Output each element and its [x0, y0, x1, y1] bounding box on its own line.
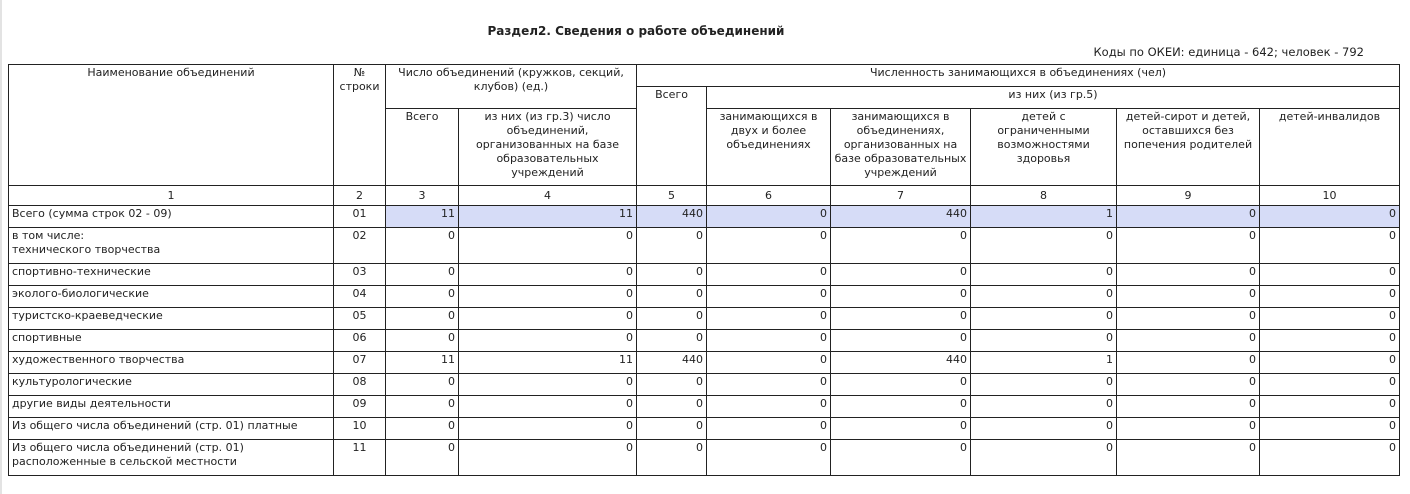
value-cell[interactable]: 0	[1117, 440, 1260, 476]
value-cell[interactable]: 0	[971, 264, 1117, 286]
value-cell[interactable]: 0	[971, 286, 1117, 308]
table-row	[9, 286, 1400, 308]
report-body	[9, 206, 1400, 476]
row-code: 08	[334, 374, 386, 396]
value-cell[interactable]: 0	[831, 264, 971, 286]
value-cell[interactable]: 0	[459, 440, 637, 476]
column-number: 7	[831, 186, 971, 206]
value-cell[interactable]: 440	[637, 352, 707, 374]
value-cell[interactable]: 0	[707, 396, 831, 418]
value-cell[interactable]: 0	[637, 440, 707, 476]
value-cell[interactable]: 1	[971, 352, 1117, 374]
value-cell[interactable]: 0	[386, 264, 459, 286]
value-cell[interactable]: 0	[707, 206, 831, 228]
value-cell[interactable]: 440	[831, 352, 971, 374]
table-row	[9, 418, 1400, 440]
value-cell[interactable]: 0	[1260, 374, 1400, 396]
value-cell[interactable]: 0	[971, 330, 1117, 352]
table-row	[9, 374, 1400, 396]
value-cell[interactable]: 0	[707, 352, 831, 374]
value-cell[interactable]: 0	[386, 440, 459, 476]
value-cell[interactable]: 0	[386, 330, 459, 352]
header-name: Наименование объединений	[9, 65, 334, 186]
header-orphans: детей-сирот и детей, оставшихся без попечения родителей	[1117, 109, 1260, 186]
value-cell[interactable]: 11	[386, 352, 459, 374]
value-cell[interactable]: 0	[637, 286, 707, 308]
header-disabled-health: детей с ограниченными возможностями здоровья	[971, 109, 1117, 186]
header-members-total: Всего	[637, 87, 707, 186]
column-number: 5	[637, 186, 707, 206]
value-cell[interactable]: 0	[386, 418, 459, 440]
row-name: Из общего числа объединений (стр. 01) расположенные в сельской местности	[9, 440, 334, 476]
value-cell[interactable]: 11	[459, 206, 637, 228]
value-cell[interactable]: 0	[637, 374, 707, 396]
value-cell[interactable]: 0	[1260, 330, 1400, 352]
value-cell[interactable]: 0	[1117, 308, 1260, 330]
table-row	[9, 330, 1400, 352]
value-cell[interactable]: 0	[1260, 228, 1400, 264]
value-cell[interactable]: 0	[1260, 396, 1400, 418]
value-cell[interactable]: 0	[459, 264, 637, 286]
column-number: 6	[707, 186, 831, 206]
value-cell[interactable]: 0	[459, 330, 637, 352]
value-cell[interactable]: 0	[1260, 440, 1400, 476]
value-cell[interactable]: 0	[1260, 418, 1400, 440]
value-cell[interactable]: 0	[1117, 396, 1260, 418]
row-name: эколого-биологические	[9, 286, 334, 308]
row-code: 11	[334, 440, 386, 476]
row-code: 09	[334, 396, 386, 418]
row-name: спортивно-технические	[9, 264, 334, 286]
value-cell[interactable]: 0	[386, 286, 459, 308]
value-cell[interactable]: 0	[386, 396, 459, 418]
value-cell[interactable]: 0	[1117, 352, 1260, 374]
table-row	[9, 228, 1400, 264]
header-count-edu: из них (из гр.3) число объединений, организованных на базе образовательных учреждений	[459, 109, 637, 186]
row-name: художественного творчества	[9, 352, 334, 374]
table-row	[9, 308, 1400, 330]
header-associations-count: Число объединений (кружков, секций, клубов) (ед.)	[386, 65, 637, 109]
value-cell[interactable]: 0	[637, 228, 707, 264]
value-cell[interactable]: 0	[459, 228, 637, 264]
value-cell[interactable]: 0	[1117, 264, 1260, 286]
value-cell[interactable]: 0	[831, 228, 971, 264]
okei-codes-note: Коды по ОКЕИ: единица - 642; человек - 792	[1093, 45, 1364, 59]
row-code: 06	[334, 330, 386, 352]
column-number: 10	[1260, 186, 1400, 206]
column-number: 3	[386, 186, 459, 206]
row-code: 07	[334, 352, 386, 374]
section-title: Раздел2. Сведения о работе объединений	[487, 24, 785, 38]
value-cell[interactable]: 0	[971, 396, 1117, 418]
value-cell[interactable]: 0	[637, 418, 707, 440]
value-cell[interactable]: 0	[1117, 228, 1260, 264]
value-cell[interactable]: 0	[459, 286, 637, 308]
row-code: 05	[334, 308, 386, 330]
header-members-count: Численность занимающихся в объединениях (чел)	[637, 65, 1400, 87]
value-cell[interactable]: 0	[459, 418, 637, 440]
value-cell[interactable]: 0	[637, 264, 707, 286]
value-cell[interactable]: 0	[707, 330, 831, 352]
value-cell[interactable]: 0	[637, 308, 707, 330]
value-cell[interactable]: 440	[637, 206, 707, 228]
row-code: 02	[334, 228, 386, 264]
value-cell[interactable]: 0	[1117, 330, 1260, 352]
value-cell[interactable]: 0	[459, 396, 637, 418]
row-name: в том числе: технического творчества	[9, 228, 334, 264]
value-cell[interactable]: 440	[831, 206, 971, 228]
value-cell[interactable]: 0	[386, 228, 459, 264]
row-name: Из общего числа объединений (стр. 01) платные	[9, 418, 334, 440]
value-cell[interactable]: 0	[707, 418, 831, 440]
page-left-border	[0, 0, 2, 494]
value-cell[interactable]: 0	[459, 374, 637, 396]
header-count-total: Всего	[386, 109, 459, 186]
value-cell[interactable]: 0	[707, 228, 831, 264]
value-cell[interactable]: 0	[1260, 286, 1400, 308]
value-cell[interactable]: 0	[831, 308, 971, 330]
value-cell[interactable]: 0	[707, 286, 831, 308]
value-cell[interactable]: 0	[831, 418, 971, 440]
value-cell[interactable]: 11	[459, 352, 637, 374]
column-number: 4	[459, 186, 637, 206]
value-cell[interactable]: 0	[707, 440, 831, 476]
row-name: Всего (сумма строк 02 - 09)	[9, 206, 334, 228]
value-cell[interactable]: 0	[971, 228, 1117, 264]
value-cell[interactable]: 0	[971, 374, 1117, 396]
value-cell[interactable]: 0	[1260, 352, 1400, 374]
value-cell[interactable]: 0	[1260, 206, 1400, 228]
value-cell[interactable]: 0	[1117, 206, 1260, 228]
column-number: 2	[334, 186, 386, 206]
row-code: 10	[334, 418, 386, 440]
value-cell[interactable]: 0	[971, 418, 1117, 440]
value-cell[interactable]: 0	[971, 440, 1117, 476]
header-of-them: из них (из гр.5)	[707, 87, 1400, 109]
value-cell[interactable]: 0	[831, 396, 971, 418]
value-cell[interactable]: 0	[707, 374, 831, 396]
value-cell[interactable]: 0	[1260, 308, 1400, 330]
value-cell[interactable]: 0	[459, 308, 637, 330]
value-cell[interactable]: 1	[971, 206, 1117, 228]
value-cell[interactable]: 0	[386, 374, 459, 396]
row-name: туристско-краеведческие	[9, 308, 334, 330]
column-number: 1	[9, 186, 334, 206]
table-row	[9, 440, 1400, 476]
row-name: культурологические	[9, 374, 334, 396]
table-row	[9, 264, 1400, 286]
row-code: 04	[334, 286, 386, 308]
value-cell[interactable]: 0	[707, 264, 831, 286]
value-cell[interactable]: 0	[831, 330, 971, 352]
value-cell[interactable]: 0	[1117, 418, 1260, 440]
value-cell[interactable]: 0	[386, 308, 459, 330]
row-name: другие виды деятельности	[9, 396, 334, 418]
associations-report-table	[8, 64, 1400, 476]
table-row	[9, 206, 1400, 228]
value-cell[interactable]: 0	[831, 286, 971, 308]
header-two-or-more: занимающихся в двух и более объединениях	[707, 109, 831, 186]
column-number: 9	[1117, 186, 1260, 206]
value-cell[interactable]: 0	[1117, 374, 1260, 396]
value-cell[interactable]: 0	[637, 330, 707, 352]
value-cell[interactable]: 0	[971, 308, 1117, 330]
row-name: спортивные	[9, 330, 334, 352]
value-cell[interactable]: 0	[831, 374, 971, 396]
header-in-edu: занимающихся в объединениях, организованных на базе образовательных учреждений	[831, 109, 971, 186]
row-code: 03	[334, 264, 386, 286]
value-cell[interactable]: 11	[386, 206, 459, 228]
value-cell[interactable]: 0	[1117, 286, 1260, 308]
value-cell[interactable]: 0	[831, 440, 971, 476]
row-code: 01	[334, 206, 386, 228]
table-row	[9, 352, 1400, 374]
table-row	[9, 396, 1400, 418]
column-number: 8	[971, 186, 1117, 206]
value-cell[interactable]: 0	[1260, 264, 1400, 286]
header-row-number: № строки	[334, 65, 386, 186]
value-cell[interactable]: 0	[707, 308, 831, 330]
value-cell[interactable]: 0	[637, 396, 707, 418]
header-invalids: детей-инвалидов	[1260, 109, 1400, 186]
